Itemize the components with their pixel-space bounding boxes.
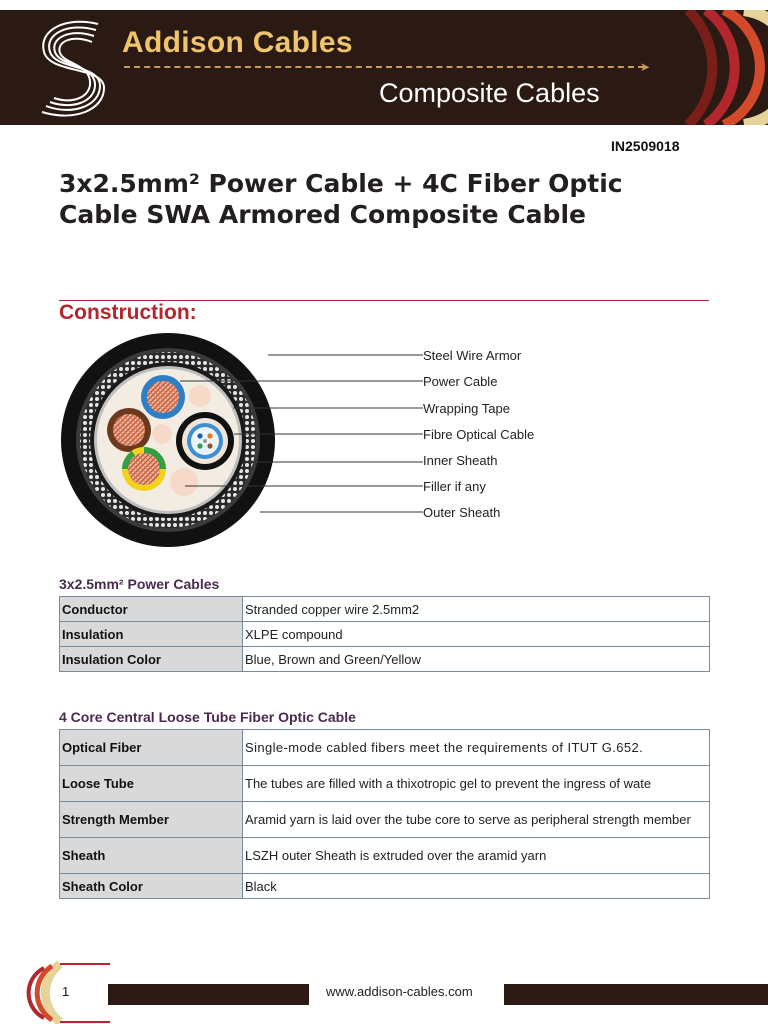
header-subtitle: Composite Cables: [379, 78, 600, 108]
row-value: Single-mode cabled fibers meet the requirements of ITUT G.652.: [243, 730, 710, 766]
row-value: LSZH outer Sheath is extruded over the aramid yarn: [243, 838, 710, 874]
table-row: [60, 597, 710, 622]
footer-bar-right: [504, 984, 768, 1005]
row-value: XLPE compound: [243, 622, 710, 647]
fiber-cable-spec-table: [59, 729, 710, 899]
row-key: Insulation Color: [60, 647, 243, 672]
callout-power-cable: Power Cable: [423, 374, 498, 389]
addison-logo-icon: [38, 20, 108, 118]
construction-heading: Construction:: [59, 301, 197, 324]
row-key: Optical Fiber: [60, 730, 243, 766]
callout-filler: Filler if any: [423, 479, 486, 494]
page-number: 1: [62, 984, 70, 999]
header-arrow-icon: ➤: [640, 60, 651, 74]
table-row: [60, 622, 710, 647]
filler: [152, 424, 172, 444]
footer-arcs-icon: [0, 960, 112, 1024]
callout-wrapping-tape: Wrapping Tape: [423, 401, 510, 416]
table-row: [60, 838, 710, 874]
cable-cross-section-diagram: [58, 330, 428, 550]
page-title: 3x2.5mm² Power Cable + 4C Fiber Optic Cable SWA Armored Composite Cable: [59, 169, 623, 229]
row-key: Loose Tube: [60, 766, 243, 802]
header-arcs-decoration: [648, 10, 768, 125]
callout-inner-sheath: Inner Sheath: [423, 453, 498, 468]
page-header: [0, 10, 768, 125]
callout-steel-wire-armor: Steel Wire Armor: [423, 348, 522, 363]
row-key: Conductor: [60, 597, 243, 622]
table-row: [60, 647, 710, 672]
row-key: Strength Member: [60, 802, 243, 838]
table-row: [60, 802, 710, 838]
footer-bar-left: [108, 984, 309, 1005]
row-value: Stranded copper wire 2.5mm2: [243, 597, 710, 622]
fiber-table-caption: 4 Core Central Loose Tube Fiber Optic Cable: [59, 709, 356, 725]
callout-fibre-optical-cable: Fibre Optical Cable: [423, 427, 535, 442]
filler: [189, 385, 211, 407]
brand-name: Addison Cables: [122, 26, 353, 59]
row-value: Black: [243, 874, 710, 899]
row-key: Insulation: [60, 622, 243, 647]
table-row: [60, 730, 710, 766]
filler: [170, 468, 198, 496]
row-value: Aramid yarn is laid over the tube core to serve as peripheral strength member: [243, 802, 710, 838]
table-row: [60, 766, 710, 802]
power-cable-spec-table: [59, 596, 710, 672]
row-key: Sheath Color: [60, 874, 243, 899]
row-value: The tubes are filled with a thixotropic gel to prevent the ingress of wate: [243, 766, 710, 802]
row-value: Blue, Brown and Green/Yellow: [243, 647, 710, 672]
callout-outer-sheath: Outer Sheath: [423, 505, 501, 520]
footer-website-link[interactable]: www.addison-cables.com: [326, 984, 473, 999]
document-number: IN2509018: [611, 138, 680, 154]
power-table-caption: 3x2.5mm² Power Cables: [59, 576, 220, 592]
row-key: Sheath: [60, 838, 243, 874]
table-row: [60, 874, 710, 899]
header-dashed-rule: [124, 66, 644, 68]
